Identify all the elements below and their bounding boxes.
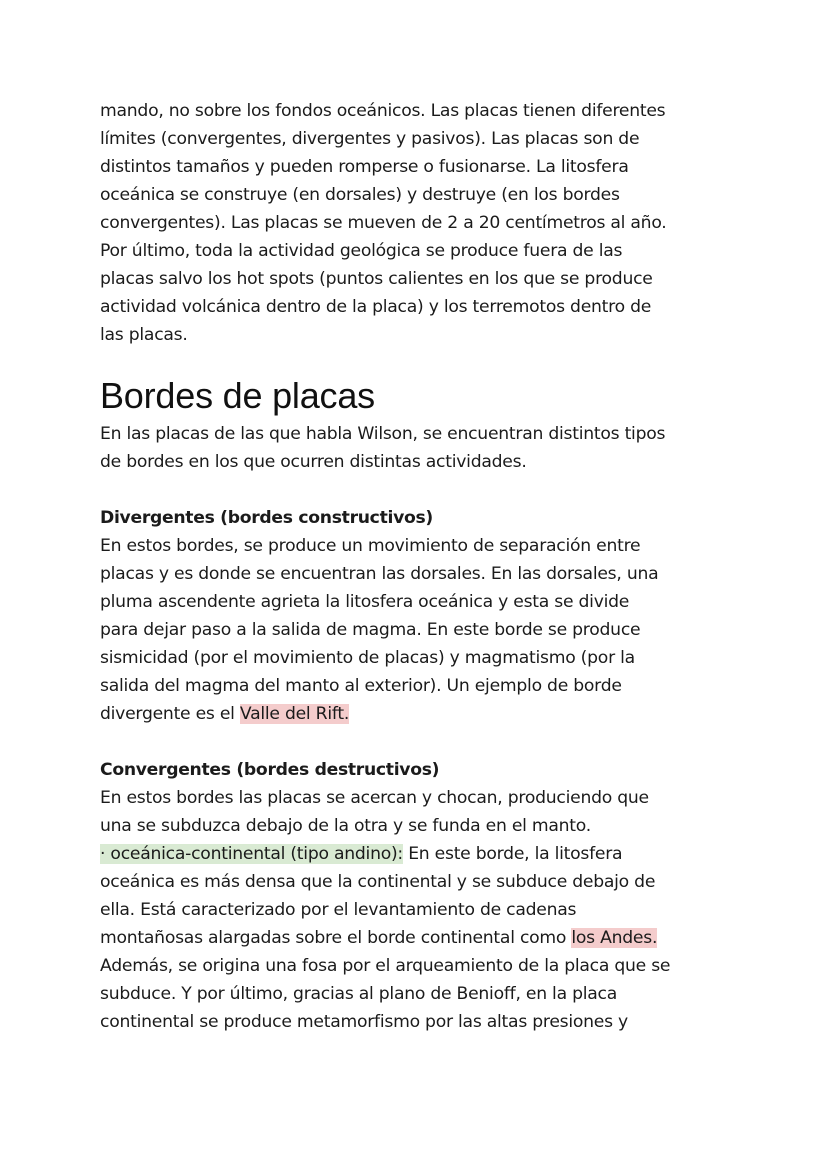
convergentes-section (100, 756, 740, 1036)
convergentes-title: Convergentes (bordes destructivos) (100, 760, 440, 780)
divergentes-paragraph (100, 532, 740, 728)
intro-paragraph (100, 97, 740, 349)
text-line (100, 924, 740, 952)
text-line: pluma ascendente agrieta la litosfera oceánica y esta se divide (100, 592, 630, 612)
text-line: las placas. (100, 325, 188, 345)
divergentes-section (100, 504, 740, 728)
section-heading: Bordes de placas (100, 375, 375, 416)
text-line: mando, no sobre los fondos oceánicos. Las placas tienen diferentes (100, 101, 666, 121)
text-line (100, 840, 740, 868)
text-segment: divergente es el (100, 704, 240, 724)
text-line: En estos bordes las placas se acercan y chocan, produciendo que (100, 788, 649, 808)
text-line: En estos bordes, se produce un movimiento de separación entre (100, 536, 641, 556)
text-line: continental se produce metamorfismo por las altas presiones y (100, 1012, 628, 1032)
text-line: actividad volcánica dentro de la placa) y los terremotos dentro de (100, 297, 652, 317)
spacer (100, 728, 740, 756)
text-line: sismicidad (por el movimiento de placas) y magmatismo (por la (100, 648, 635, 668)
text-line: Por último, toda la actividad geológica se produce fuera de las (100, 241, 623, 261)
highlight-los-andes: los Andes. (571, 928, 658, 948)
text-line: oceánica es más densa que la continental y se subduce debajo de (100, 872, 656, 892)
text-line: distintos tamaños y pueden romperse o fusionarse. La litosfera (100, 157, 629, 177)
document-page (100, 97, 740, 1036)
highlight-valle-del-rift: Valle del Rift. (239, 704, 350, 724)
text-line: límites (convergentes, divergentes y pasivos). Las placas son de (100, 129, 640, 149)
divergentes-title: Divergentes (bordes constructivos) (100, 508, 433, 528)
convergentes-paragraph (100, 784, 740, 1036)
text-line: ella. Está caracterizado por el levantamiento de cadenas (100, 900, 577, 920)
text-line: subduce. Y por último, gracias al plano de Benioff, en la placa (100, 984, 618, 1004)
text-line: convergentes). Las placas se mueven de 2 a 20 centímetros al año. (100, 213, 667, 233)
text-line: En las placas de las que habla Wilson, se encuentran distintos tipos (100, 424, 666, 444)
text-segment: montañosas alargadas sobre el borde continental como (100, 928, 572, 948)
text-line: placas salvo los hot spots (puntos calientes en los que se produce (100, 269, 653, 289)
section-intro (100, 420, 740, 476)
text-segment: En este borde, la litosfera (402, 844, 623, 864)
text-line (100, 700, 740, 728)
spacer (100, 476, 740, 504)
text-line: una se subduzca debajo de la otra y se funda en el manto. (100, 816, 591, 836)
highlight-oceanica-continental: · oceánica-continental (tipo andino): (100, 844, 403, 864)
text-line: Además, se origina una fosa por el arqueamiento de la placa que se (100, 956, 671, 976)
text-line: salida del magma del manto al exterior). Un ejemplo de borde (100, 676, 622, 696)
spacer (100, 349, 740, 374)
text-line: para dejar paso a la salida de magma. En este borde se produce (100, 620, 641, 640)
text-line: placas y es donde se encuentran las dorsales. En las dorsales, una (100, 564, 659, 584)
text-line: de bordes en los que ocurren distintas actividades. (100, 452, 527, 472)
text-line: oceánica se construye (en dorsales) y destruye (en los bordes (100, 185, 620, 205)
